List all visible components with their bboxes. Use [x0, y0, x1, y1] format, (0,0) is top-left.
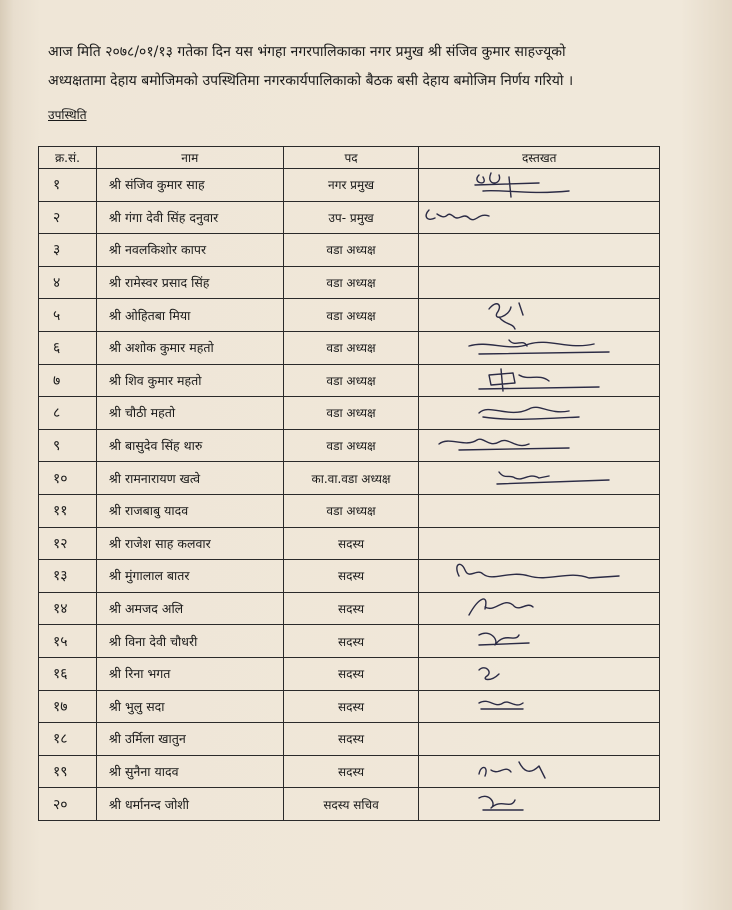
signature-cell [419, 723, 660, 756]
serial-number-cell: १२ [39, 527, 97, 560]
handwritten-signature [419, 430, 659, 462]
signature-cell [419, 527, 660, 560]
table-row [39, 592, 660, 625]
member-name-cell: श्री राजबाबु यादव [96, 494, 283, 527]
handwritten-signature [419, 397, 659, 429]
column-header-signature: दस्तखत [419, 147, 660, 169]
signature-cell [419, 266, 660, 299]
handwritten-signature [419, 365, 659, 397]
serial-number-cell: १ [39, 169, 97, 202]
handwritten-signature [419, 332, 659, 364]
member-name-cell: श्री गंगा देवी सिंह दनुवार [96, 201, 283, 234]
table-row [39, 234, 660, 267]
member-name-cell: श्री रामनारायण खत्वे [96, 462, 283, 495]
handwritten-signature [419, 202, 659, 234]
post-cell: सदस्य [283, 527, 419, 560]
signature-cell [419, 755, 660, 788]
serial-number-cell: १७ [39, 690, 97, 723]
member-name-cell: श्री रिना भगत [96, 657, 283, 690]
intro-paragraph [48, 38, 688, 96]
serial-number-cell: १९ [39, 755, 97, 788]
post-cell: वडा अध्यक्ष [283, 266, 419, 299]
member-name-cell: श्री सुनैना यादव [96, 755, 283, 788]
serial-number-cell: १३ [39, 560, 97, 593]
table-row [39, 657, 660, 690]
post-cell: वडा अध्यक्ष [283, 364, 419, 397]
serial-number-cell: ८ [39, 397, 97, 430]
table-row [39, 169, 660, 202]
post-cell: उप- प्रमुख [283, 201, 419, 234]
member-name-cell: श्री धर्मानन्द जोशी [96, 788, 283, 821]
handwritten-signature [419, 788, 659, 820]
handwritten-signature [419, 462, 659, 494]
post-cell: वडा अध्यक्ष [283, 494, 419, 527]
post-cell: का.वा.वडा अध्यक्ष [283, 462, 419, 495]
serial-number-cell: ११ [39, 494, 97, 527]
post-cell: वडा अध्यक्ष [283, 299, 419, 332]
member-name-cell: श्री अशोक कुमार महतो [96, 331, 283, 364]
serial-number-cell: २ [39, 201, 97, 234]
signature-cell [419, 560, 660, 593]
post-cell: सदस्य [283, 723, 419, 756]
member-name-cell: श्री बासुदेव सिंह थारु [96, 429, 283, 462]
serial-number-cell: ९ [39, 429, 97, 462]
table-header-row [39, 147, 660, 169]
signature-cell [419, 462, 660, 495]
member-name-cell: श्री अमजद अलि [96, 592, 283, 625]
handwritten-signature [419, 691, 659, 723]
signature-cell [419, 657, 660, 690]
member-name-cell: श्री संजिव कुमार साह [96, 169, 283, 202]
member-name-cell: श्री राजेश साह कलवार [96, 527, 283, 560]
serial-number-cell: ३ [39, 234, 97, 267]
column-header-serial: क्र.सं. [39, 147, 97, 169]
post-cell: सदस्य सचिव [283, 788, 419, 821]
table-row [39, 364, 660, 397]
handwritten-signature [419, 560, 659, 592]
signature-cell [419, 690, 660, 723]
signature-cell [419, 169, 660, 202]
present-heading: उपस्थिति [48, 108, 87, 122]
signature-cell [419, 788, 660, 821]
serial-number-cell: ४ [39, 266, 97, 299]
handwritten-signature [419, 169, 659, 201]
serial-number-cell: २० [39, 788, 97, 821]
post-cell: सदस्य [283, 657, 419, 690]
member-name-cell: श्री उर्मिला खातुन [96, 723, 283, 756]
member-name-cell: श्री मुंगालाल बातर [96, 560, 283, 593]
post-cell: सदस्य [283, 592, 419, 625]
post-cell: सदस्य [283, 690, 419, 723]
table-row [39, 494, 660, 527]
post-cell: वडा अध्यक्ष [283, 429, 419, 462]
member-name-cell: श्री नवलकिशोर कापर [96, 234, 283, 267]
post-cell: सदस्य [283, 755, 419, 788]
table-row [39, 527, 660, 560]
signature-cell [419, 234, 660, 267]
table-row [39, 331, 660, 364]
signature-cell [419, 397, 660, 430]
table-row [39, 462, 660, 495]
post-cell: वडा अध्यक्ष [283, 331, 419, 364]
intro-line: आज मिति २०७८/०१/१३ गतेका दिन यस भंगहा नगरपालिकाका नगर प्रमुख श्री संजिव कुमार साहज्यूको [48, 44, 566, 60]
signature-cell [419, 331, 660, 364]
member-name-cell: श्री भुलु सदा [96, 690, 283, 723]
table-row [39, 723, 660, 756]
attendance-table [38, 146, 660, 821]
table-row [39, 201, 660, 234]
member-name-cell: श्री रामेस्वर प्रसाद सिंह [96, 266, 283, 299]
serial-number-cell: १८ [39, 723, 97, 756]
handwritten-signature [419, 593, 659, 625]
intro-line: अध्यक्षतामा देहाय बमोजिमको उपस्थितिमा नगरकार्यपालिकाको बैठक बसी देहाय बमोजिम निर्णय गरियो । [48, 73, 574, 89]
member-name-cell: श्री चौठी महतो [96, 397, 283, 430]
table-row [39, 560, 660, 593]
signature-cell [419, 494, 660, 527]
handwritten-signature [419, 756, 659, 788]
serial-number-cell: १६ [39, 657, 97, 690]
post-cell: सदस्य [283, 625, 419, 658]
post-cell: सदस्य [283, 560, 419, 593]
signature-cell [419, 625, 660, 658]
signature-cell [419, 201, 660, 234]
member-name-cell: श्री शिव कुमार महतो [96, 364, 283, 397]
column-header-name: नाम [96, 147, 283, 169]
post-cell: वडा अध्यक्ष [283, 234, 419, 267]
table-row [39, 788, 660, 821]
serial-number-cell: १४ [39, 592, 97, 625]
handwritten-signature [419, 625, 659, 657]
serial-number-cell: ७ [39, 364, 97, 397]
handwritten-signature [419, 299, 659, 331]
table-row [39, 266, 660, 299]
table-row [39, 625, 660, 658]
serial-number-cell: ५ [39, 299, 97, 332]
handwritten-signature [419, 658, 659, 690]
table-row [39, 397, 660, 430]
signature-cell [419, 592, 660, 625]
table-row [39, 755, 660, 788]
signature-cell [419, 299, 660, 332]
column-header-post: पद [283, 147, 419, 169]
serial-number-cell: १० [39, 462, 97, 495]
serial-number-cell: ६ [39, 331, 97, 364]
table-row [39, 299, 660, 332]
signature-cell [419, 364, 660, 397]
member-name-cell: श्री ओहितबा मिया [96, 299, 283, 332]
member-name-cell: श्री विना देवी चौधरी [96, 625, 283, 658]
serial-number-cell: १५ [39, 625, 97, 658]
table-row [39, 429, 660, 462]
table-row [39, 690, 660, 723]
post-cell: वडा अध्यक्ष [283, 397, 419, 430]
signature-cell [419, 429, 660, 462]
post-cell: नगर प्रमुख [283, 169, 419, 202]
